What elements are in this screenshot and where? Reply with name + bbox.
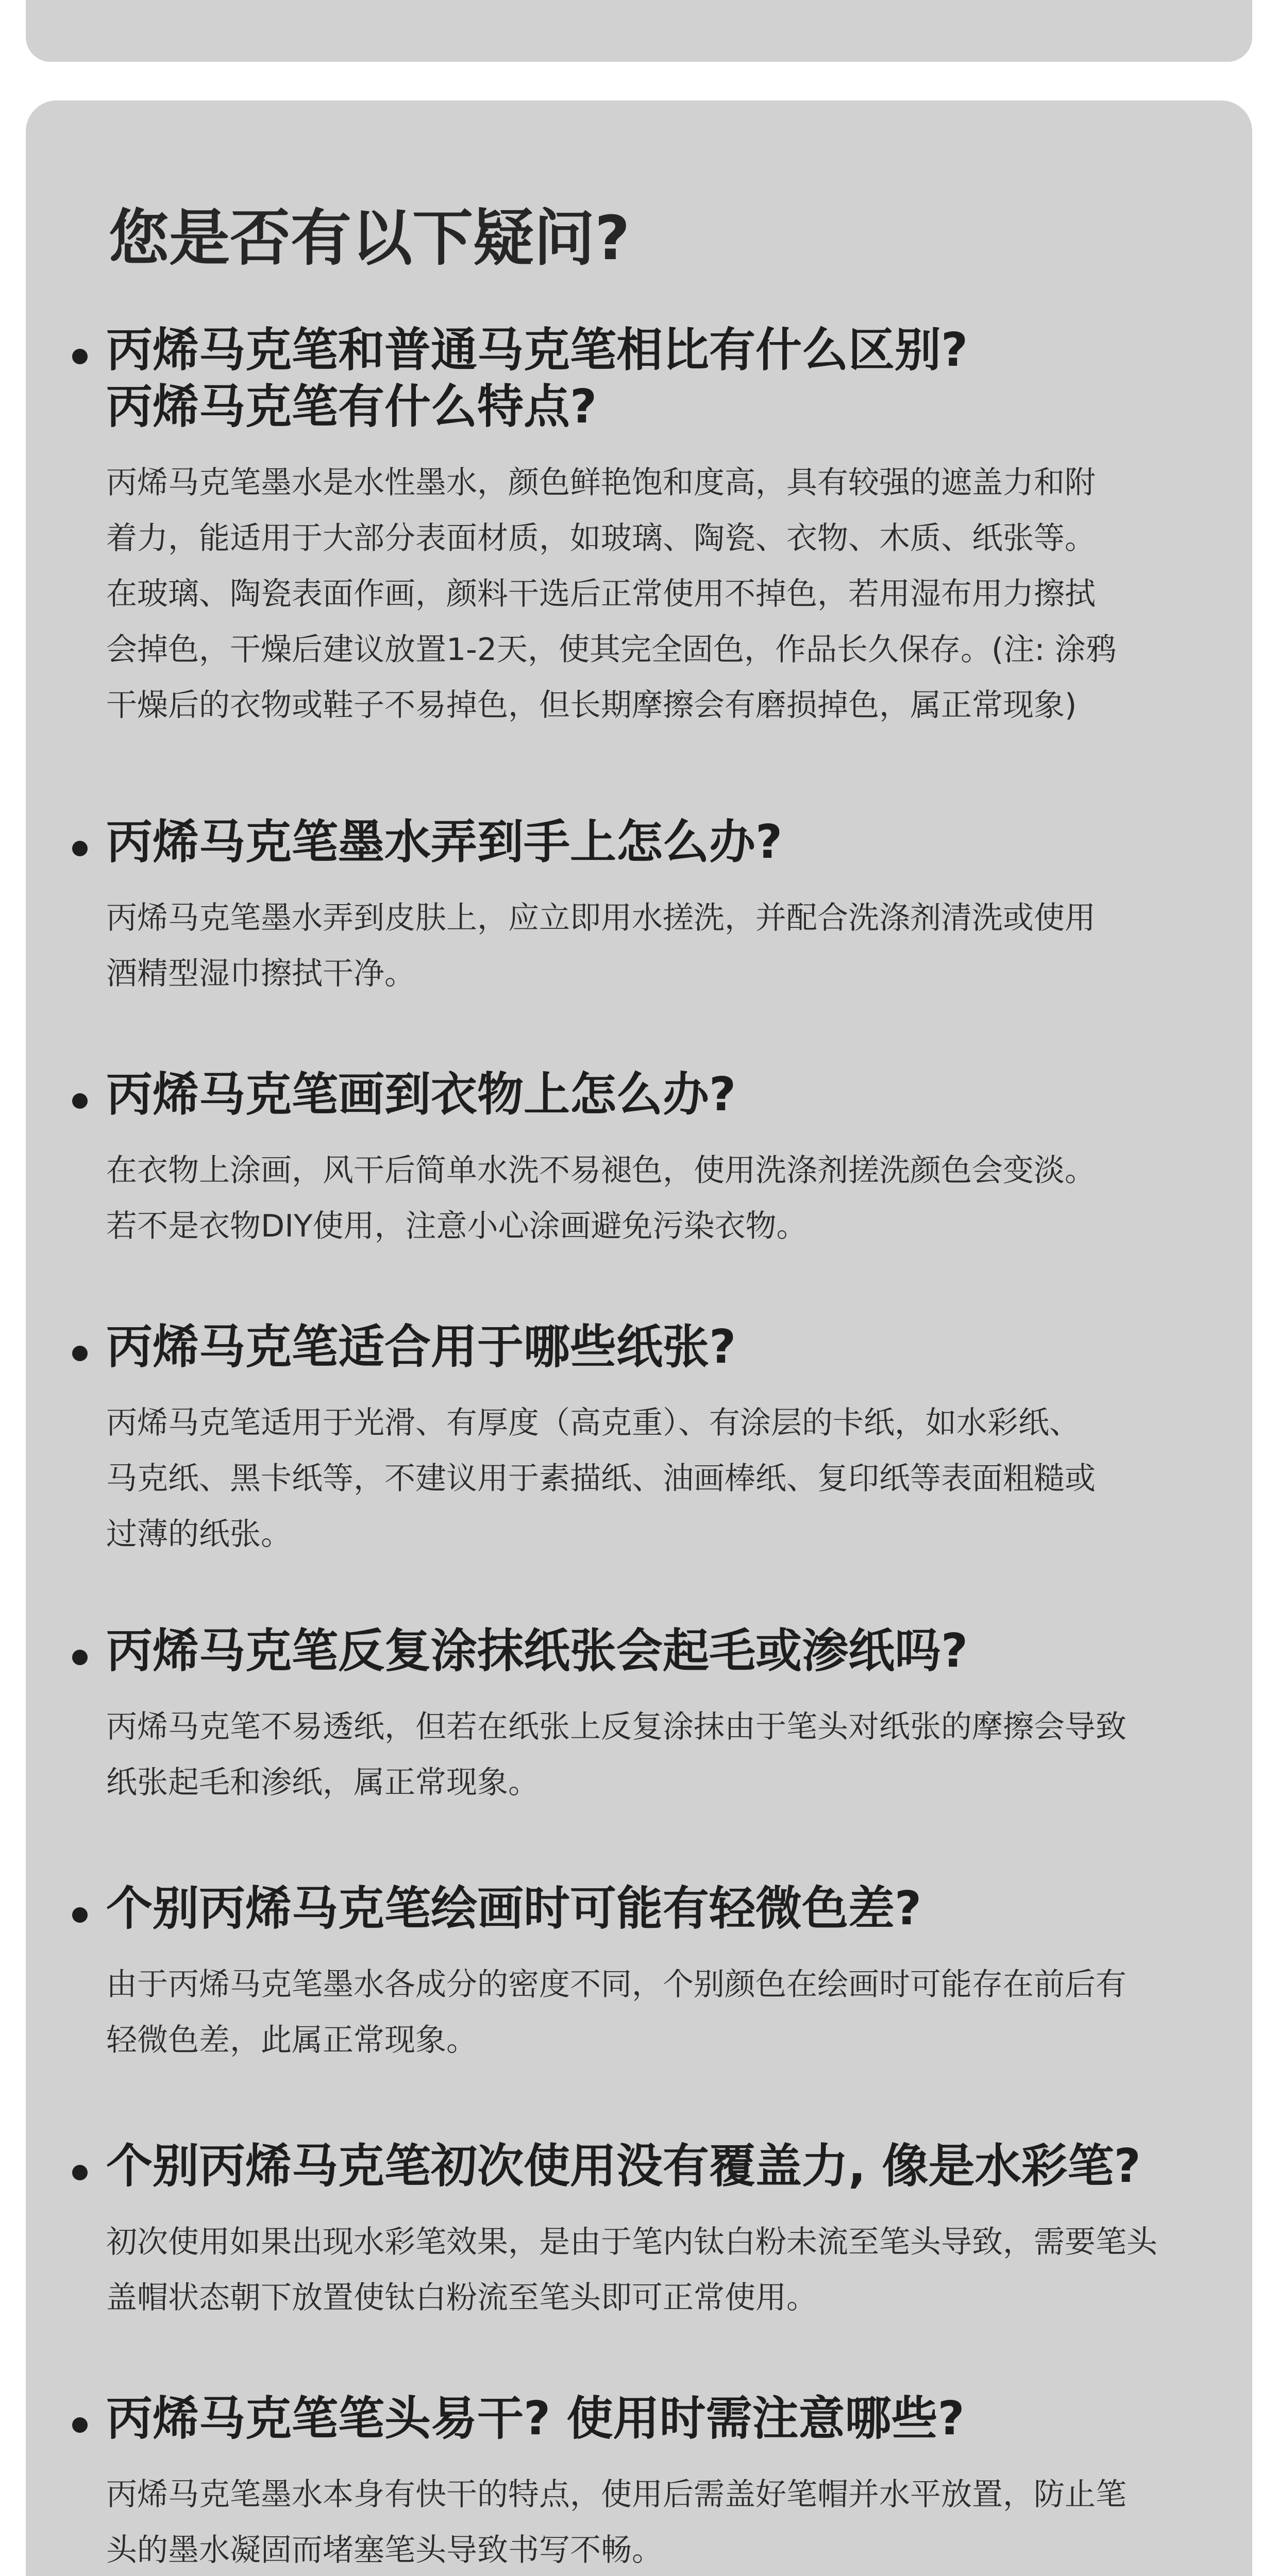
- answer-line: 酒精型湿巾擦拭干净。: [106, 956, 415, 992]
- question-text: [106, 2138, 1221, 2195]
- faq-item-8: [72, 2391, 1221, 2576]
- question-row: [72, 2391, 1221, 2447]
- question-line: 个别丙烯马克笔绘画时可能有轻微色差?: [106, 1882, 922, 1936]
- answer-text: [106, 890, 1188, 1002]
- answer-line: 在玻璃、陶瓷表面作画，颜料干选后正常使用不掉色，若用湿布用力擦拭: [106, 576, 1096, 612]
- faq-item-6: [72, 1880, 1221, 2068]
- question-text: [106, 1066, 1221, 1123]
- question-line: 丙烯马克笔笔头易干? 使用时需注意哪些?: [106, 2392, 965, 2446]
- question-text: [106, 814, 1221, 871]
- question-line: 丙烯马克笔画到衣物上怎么办?: [106, 1067, 736, 1122]
- faq-item-7: [72, 2138, 1221, 2326]
- bullet-icon: [72, 2165, 88, 2180]
- answer-text: [106, 1699, 1188, 1810]
- answer-line: 头的墨水凝固而堵塞笔头导致书写不畅。: [106, 2532, 663, 2568]
- answer-line: 丙烯马克笔适用于光滑、有厚度（高克重）、有涂层的卡纸，如水彩纸、: [106, 1405, 1080, 1441]
- question-text: [106, 1319, 1221, 1376]
- faq-item-4: [72, 1319, 1221, 1562]
- answer-line: 纸张起毛和渗纸，属正常现象。: [106, 1765, 539, 1801]
- answer-line: 丙烯马克笔不易透纸，但若在纸张上反复涂抹由于笔头对纸张的摩擦会导致: [106, 1709, 1126, 1745]
- question-line: 丙烯马克笔有什么特点?: [106, 380, 597, 434]
- answer-line: 丙烯马克笔墨水是水性墨水，颜色鲜艳饱和度高，具有较强的遮盖力和附: [106, 465, 1096, 501]
- answer-line: 马克纸、黑卡纸等，不建议用于素描纸、油画棒纸、复印纸等表面粗糙或: [106, 1461, 1096, 1497]
- answer-line: 着力，能适用于大部分表面材质，如玻璃、陶瓷、衣物、木质、纸张等。: [106, 520, 1096, 556]
- answer-text: [106, 455, 1188, 733]
- bullet-icon: [72, 841, 88, 856]
- bullet-icon: [72, 1907, 88, 1923]
- bullet-icon: [72, 1093, 88, 1109]
- answer-text: [106, 1143, 1188, 1254]
- answer-line: 盖帽状态朝下放置使钛白粉流至笔头即可正常使用。: [106, 2280, 817, 2316]
- answer-line: 轻微色差，此属正常现象。: [106, 2022, 477, 2058]
- question-line: 丙烯马克笔墨水弄到手上怎么办?: [106, 815, 783, 869]
- question-text: [106, 322, 1221, 435]
- question-row: [72, 1066, 1221, 1123]
- question-text: [106, 1880, 1221, 1937]
- bullet-icon: [72, 349, 88, 364]
- previous-section-card: [26, 0, 1252, 62]
- question-line: 丙烯马克笔适合用于哪些纸张?: [106, 1320, 736, 1374]
- answer-line: 丙烯马克笔墨水弄到皮肤上，应立即用水搓洗，并配合洗涤剂清洗或使用: [106, 900, 1096, 936]
- question-row: [72, 2138, 1221, 2195]
- page-title: 您是否有以下疑问?: [108, 202, 630, 274]
- faq-item-2: [72, 814, 1221, 1002]
- question-text: [106, 1623, 1221, 1680]
- question-line: 丙烯马克笔和普通马克笔相比有什么区别?: [106, 323, 968, 377]
- question-text: [106, 2391, 1221, 2447]
- bullet-icon: [72, 1650, 88, 1665]
- bullet-icon: [72, 2417, 88, 2433]
- bullet-icon: [72, 1346, 88, 1361]
- question-row: [72, 1623, 1221, 1680]
- answer-line: 丙烯马克笔墨水本身有快干的特点，使用后需盖好笔帽并水平放置，防止笔: [106, 2477, 1126, 2513]
- answer-line: 过薄的纸张。: [106, 1516, 292, 1552]
- question-row: [72, 322, 1221, 435]
- question-row: [72, 1319, 1221, 1376]
- question-line: 个别丙烯马克笔初次使用没有覆盖力, 像是水彩笔?: [106, 2139, 1141, 2193]
- faq-item-1: [72, 322, 1221, 733]
- answer-text: [106, 1957, 1188, 2068]
- answer-line: 干燥后的衣物或鞋子不易掉色，但长期摩擦会有磨损掉色，属正常现象): [106, 687, 1077, 723]
- answer-text: [106, 1395, 1188, 1562]
- answer-text: [106, 2467, 1188, 2576]
- faq-item-5: [72, 1623, 1221, 1810]
- answer-line: 在衣物上涂画，风干后简单水洗不易褪色，使用洗涤剂搓洗颜色会变淡。: [106, 1153, 1096, 1189]
- question-row: [72, 1880, 1221, 1937]
- answer-text: [106, 2214, 1188, 2326]
- answer-line: 初次使用如果出现水彩笔效果，是由于笔内钛白粉未流至笔头导致，需要笔头: [106, 2224, 1157, 2260]
- question-line: 丙烯马克笔反复涂抹纸张会起毛或渗纸吗?: [106, 1624, 968, 1678]
- faq-item-3: [72, 1066, 1221, 1254]
- answer-line: 由于丙烯马克笔墨水各成分的密度不同，个别颜色在绘画时可能存在前后有: [106, 1967, 1126, 2003]
- answer-line: 若不是衣物DIY使用，注意小心涂画避免污染衣物。: [106, 1208, 808, 1244]
- answer-line: 会掉色，干燥后建议放置1-2天，使其完全固色，作品长久保存。(注: 涂鸦: [106, 632, 1117, 668]
- question-row: [72, 814, 1221, 871]
